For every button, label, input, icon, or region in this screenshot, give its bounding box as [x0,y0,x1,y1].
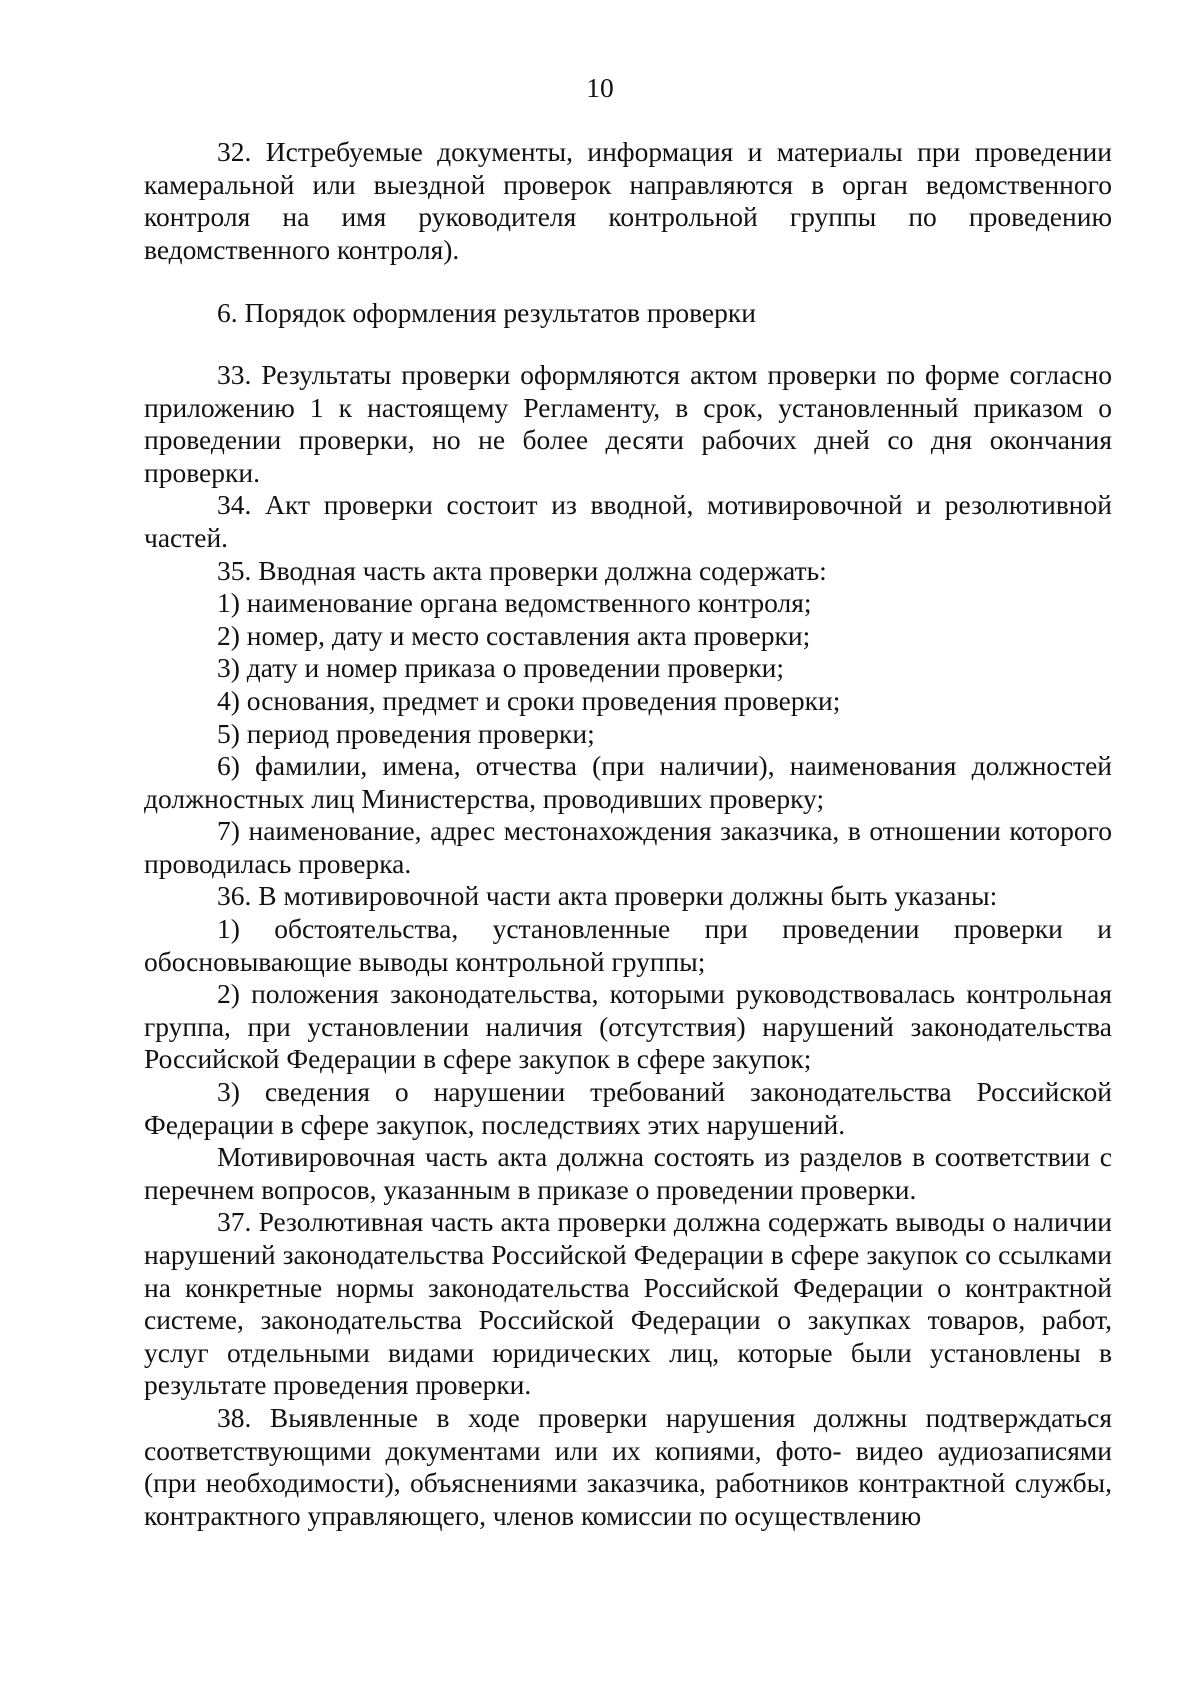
list-item-35-3: 3) дату и номер приказа о проведении проверки; [217,652,785,684]
list-item-35-2: 2) номер, дату и место составления акта проверки; [217,619,811,651]
document-body [144,136,1112,1532]
paragraph-34: 34. Акт проверки состоит из вводной, мотивировочной и резолютивной частей. [144,489,1112,553]
list-item-36-2: 2) положения законодательства, которыми руководствовалась контрольная группа, при установлении наличия (отсутствия) нарушений законодательства Российской Федерации в сфере закупок в сфере закупок; [144,978,1112,1075]
list-item-35-5: 5) период проведения проверки; [217,717,595,749]
list-item-35-4: 4) основания, предмет и сроки проведения проверки; [217,684,841,716]
paragraph-36: 36. В мотивировочной части акта проверки должны быть указаны: [217,880,998,912]
list-item-36-3: 3) сведения о нарушении требований законодательства Российской Федерации в сфере закупок, последствиях этих нарушений. [144,1076,1112,1140]
list-item-35-7: 7) наименование, адрес местонахождения заказчика, в отношении которого проводилась проверка. [144,815,1112,879]
paragraph-33: 33. Результаты проверки оформляются актом проверки по форме согласно приложению 1 к настоящему Регламенту, в срок, установленный приказом о проведении проверки, но не более десяти рабочих дней со дня окончания проверки. [144,358,1112,488]
paragraph-35: 35. Вводная часть акта проверки должна содержать: [217,554,827,586]
section-heading-6: 6. Порядок оформления результатов проверки [217,297,756,329]
paragraph-37: 37. Резолютивная часть акта проверки должна содержать выводы о наличии нарушений законодательства Российской Федерации в сфере закупок со ссылками на конкретные нормы законодательства Российской Федерации о контрактной системе, законодательства Российской Федерации о закупках товаров, работ, услуг отдельными видами юридических лиц, которые были установлены в результате проведения проверки. [144,1206,1112,1401]
page-number: 10 [586,72,614,103]
paragraph-36-note: Мотивировочная часть акта должна состоять из разделов в соответствии с перечнем вопросов, указанным в приказе о проведении проверки. [144,1141,1112,1205]
list-item-36-1: 1) обстоятельства, установленные при проведении проверки и обосновывающие выводы контрольной группы; [144,913,1112,977]
paragraph-38: 38. Выявленные в ходе проверки нарушения должны подтверждаться соответствующими документами или их копиями, фото- видео аудиозаписями (при необходимости), объяснениями заказчика, работников контрактной службы, контрактного управляющего, членов комиссии по осуществлению [144,1401,1112,1531]
list-item-35-1: 1) наименование органа ведомственного контроля; [217,587,812,619]
paragraph-32: 32. Истребуемые документы, информация и материалы при проведении камеральной или выездной проверок направляются в орган ведомственного контроля на имя руководителя контрольной группы по проведению ведомственного контроля). [144,136,1112,265]
list-item-35-6: 6) фамилии, имена, отчества (при наличии), наименования должностей должностных лиц Министерства, проводивших проверку; [144,750,1112,814]
